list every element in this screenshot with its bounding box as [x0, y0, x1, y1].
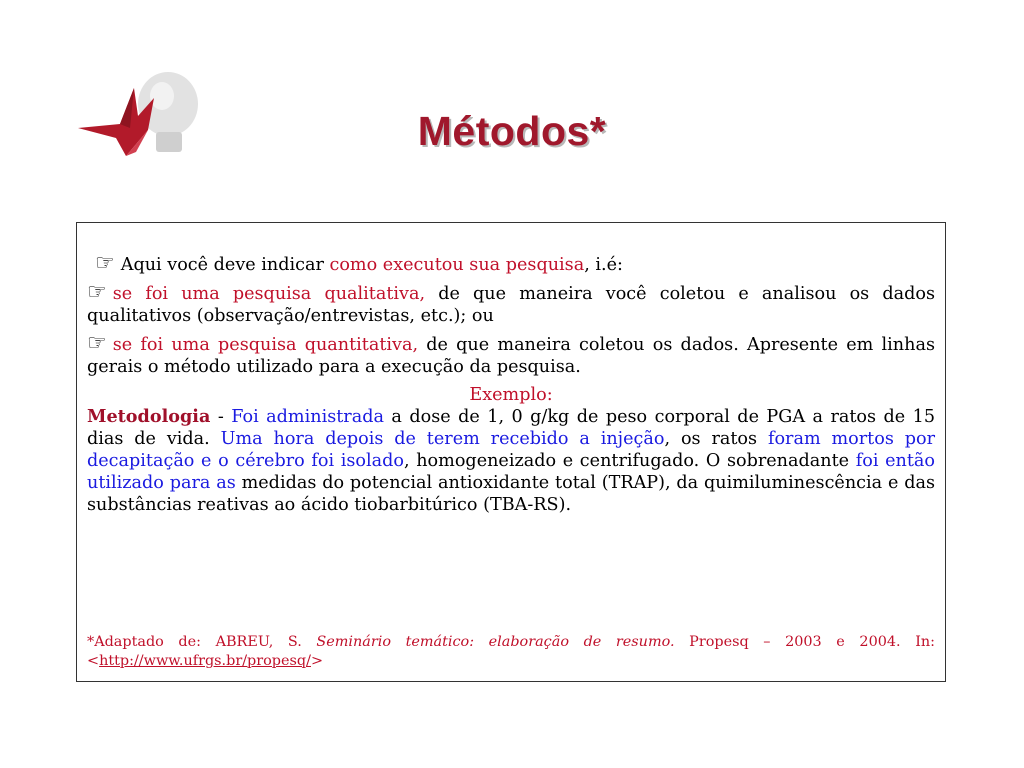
bullet-2: ☞ se foi uma pesquisa qualitativa, de que maneira você coletou e analisou os dados qualitativos (observação/entrevistas, etc.); ou: [87, 280, 935, 326]
pointing-hand-icon: ☞: [87, 331, 107, 356]
example-label: Metodologia: [87, 406, 211, 427]
propesq-link[interactable]: http://www.ufrgs.br/propesq/: [99, 653, 311, 669]
footnote: *Adaptado de: ABREU, S. Seminário temático: elaboração de resumo. Propesq – 2003 e 2004. In:<http://www.ufrgs.br/propesq/>: [87, 634, 935, 669]
pointing-hand-icon: ☞: [87, 280, 107, 305]
content-box: [76, 222, 946, 682]
page-title: Métodos*: [417, 108, 607, 154]
bullet-1: ☞ Aqui você deve indicar como executou sua pesquisa, i.é:: [95, 251, 623, 276]
pointing-hand-icon: ☞: [95, 251, 115, 276]
bullet-3: ☞ se foi uma pesquisa quantitativa, de que maneira coletou os dados. Apresente em linhas gerais o método utilizado para a execução da pesquisa.: [87, 331, 935, 377]
example-paragraph: Metodologia - Foi administrada a dose de 1, 0 g/kg de peso corporal de PGA a ratos de 15 dias de vida. Uma hora depois de terem recebido a injeção, os ratos foram mortos por decapitação e o cérebro foi isolado, homogeneizado e centrifugado. O sobrenadante foi então utilizado para as medidas do potencial antioxidante total (TRAP), da quimiluminescência e das substâncias reativas ao ácido tiobarbitúrico (TBA-RS).: [87, 406, 936, 515]
example-heading: Exemplo:: [469, 385, 553, 405]
